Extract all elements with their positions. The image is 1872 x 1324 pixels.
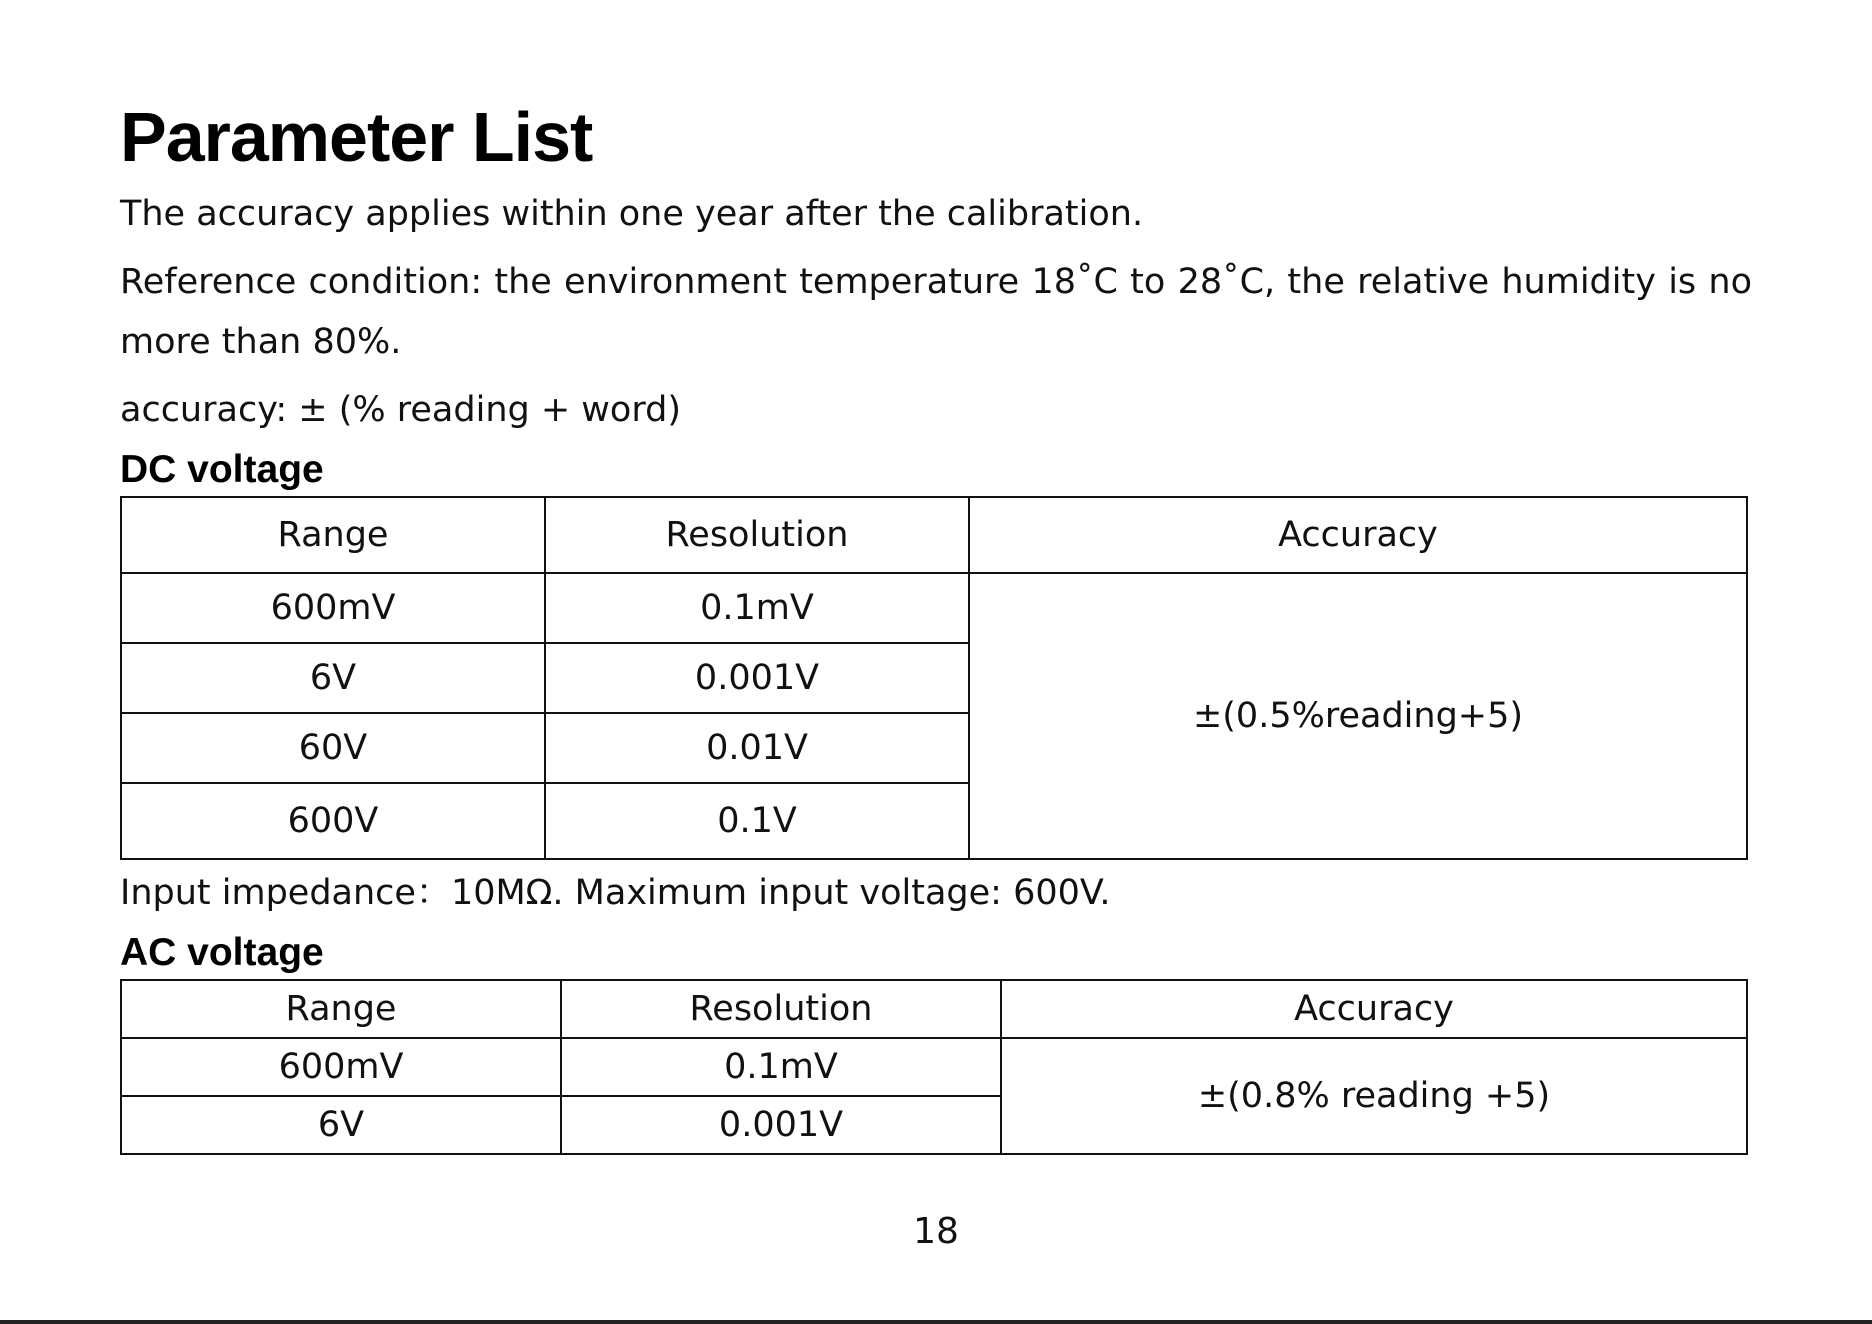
table-row [121,573,1747,643]
column-header-resolution: Resolution [561,980,1001,1038]
accuracy-format-text: accuracy: ± (% reading + word) [120,390,681,430]
table-header-row [121,980,1747,1038]
range-cell: 600mV [121,1038,561,1096]
table-row [121,1038,1747,1096]
dc-input-note: Input impedance：10MΩ. Maximum input voltage: 600V. [120,873,1111,913]
resolution-cell: 0.001V [545,643,969,713]
reference-condition-text: Reference condition: the environment temperature 18˚C to 28˚C, the relative humidity is no more than 80%. [120,262,1752,362]
column-header-accuracy: Accuracy [969,497,1747,573]
column-header-range: Range [121,497,545,573]
page-bottom-divider [0,1320,1872,1324]
resolution-cell: 0.1V [545,783,969,859]
dc-voltage-table [120,496,1748,860]
accuracy-period-text: The accuracy applies within one year after the calibration. [120,194,1144,234]
resolution-cell: 0.1mV [561,1038,1001,1096]
resolution-cell: 0.001V [561,1096,1001,1154]
resolution-cell: 0.1mV [545,573,969,643]
range-cell: 600mV [121,573,545,643]
range-cell: 6V [121,643,545,713]
accuracy-cell: ±(0.8% reading +5) [1001,1038,1747,1154]
ac-voltage-table [120,979,1748,1155]
range-cell: 60V [121,713,545,783]
accuracy-cell: ±(0.5%reading+5) [969,573,1747,859]
column-header-resolution: Resolution [545,497,969,573]
table-header-row [121,497,1747,573]
page-title: Parameter List [120,98,593,176]
range-cell: 600V [121,783,545,859]
column-header-accuracy: Accuracy [1001,980,1747,1038]
range-cell: 6V [121,1096,561,1154]
dc-voltage-heading: DC voltage [120,448,324,491]
resolution-cell: 0.01V [545,713,969,783]
page-number: 18 [913,1211,959,1252]
ac-voltage-heading: AC voltage [120,931,324,974]
column-header-range: Range [121,980,561,1038]
